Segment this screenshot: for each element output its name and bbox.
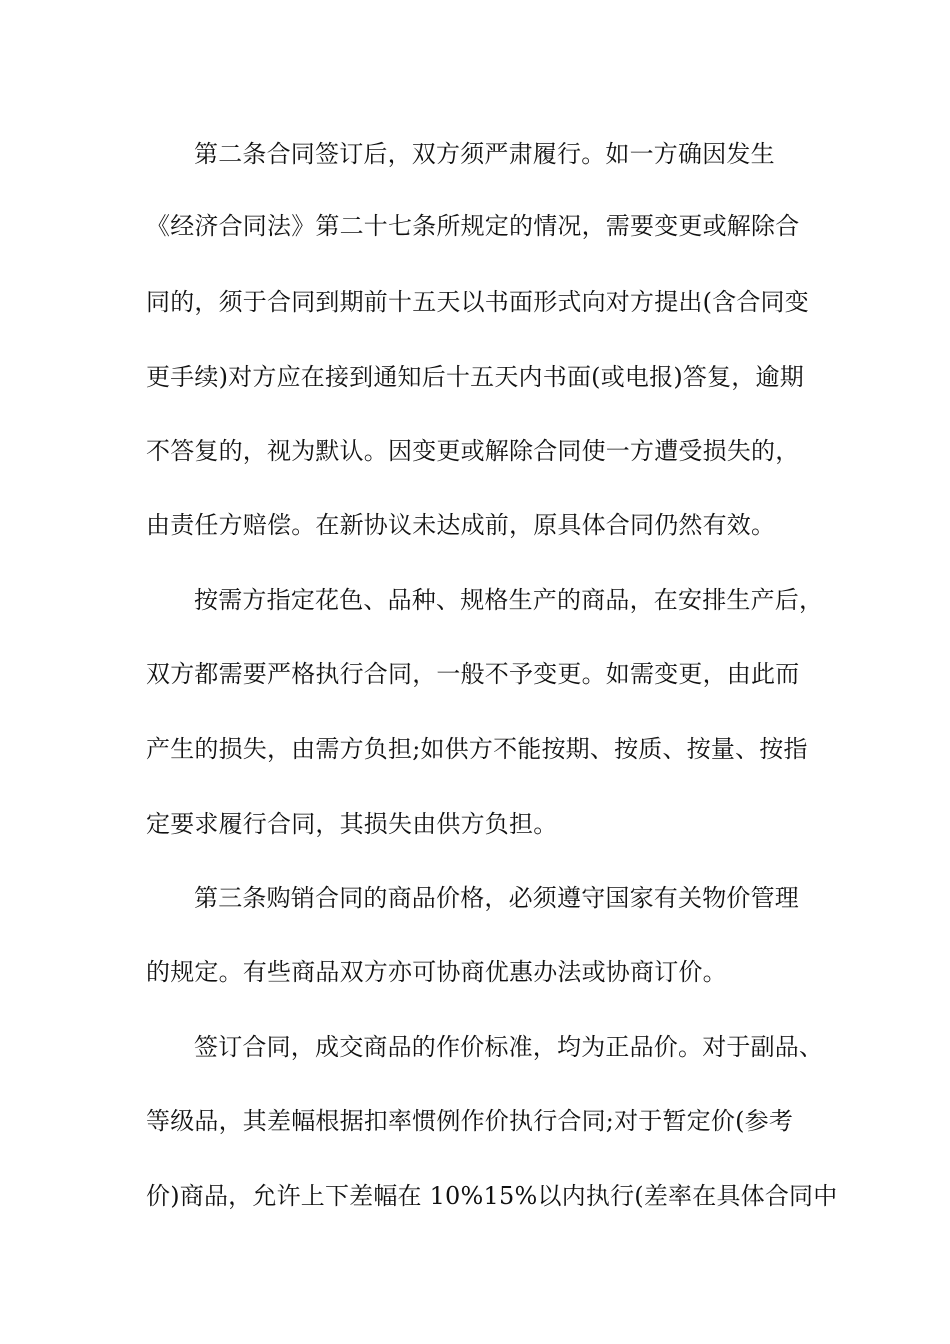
paragraph-line: 按需方指定花色、品种、规格生产的商品，在安排生产后，	[194, 586, 824, 614]
paragraph-line: 不答复的，视为默认。因变更或解除合同使一方遭受损失的，	[146, 437, 800, 465]
paragraph-line: 定要求履行合同，其损失由供方负担。	[146, 810, 558, 838]
paragraph-line: 由责任方赔偿。在新协议未达成前，原具体合同仍然有效。	[146, 511, 776, 539]
paragraph-line: 第二条合同签订后，双方须严肃履行。如一方确因发生	[194, 140, 775, 168]
paragraph-line: 同的，须于合同到期前十五天以书面形式向对方提出(含合同变	[146, 288, 809, 316]
paragraph-line: 双方都需要严格执行合同，一般不予变更。如需变更，由此而	[146, 660, 800, 688]
paragraph-line: 《经济合同法》第二十七条所规定的情况，需要变更或解除合	[146, 212, 800, 240]
paragraph-line: 更手续)对方应在接到通知后十五天内书面(或电报)答复，逾期	[146, 363, 804, 391]
paragraph-line: 价)商品，允许上下差幅在 10%15%以内执行(差率在具体合同中	[146, 1182, 838, 1210]
paragraph-line: 的规定。有些商品双方亦可协商优惠办法或协商订价。	[146, 958, 727, 986]
paragraph-line: 第三条购销合同的商品价格，必须遵守国家有关物价管理	[194, 884, 799, 912]
paragraph-line: 签订合同，成交商品的作价标准，均为正品价。对于副品、	[194, 1033, 824, 1061]
paragraph-line: 产生的损失，由需方负担;如供方不能按期、按质、按量、按指	[146, 735, 808, 763]
paragraph-line: 等级品，其差幅根据扣率惯例作价执行合同;对于暂定价(参考	[146, 1107, 794, 1135]
